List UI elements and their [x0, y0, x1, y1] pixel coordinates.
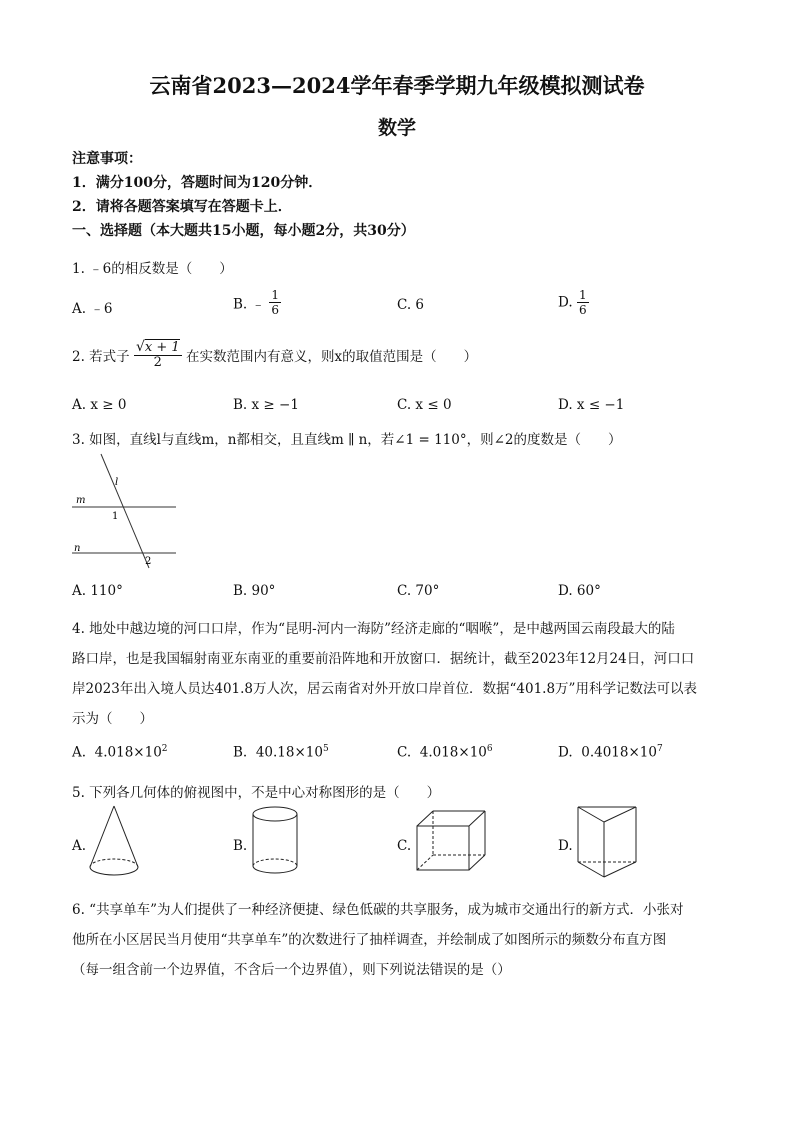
q5-option-b-label: B.	[233, 838, 248, 854]
q1-stem: 1. ﹣6的相反数是（ ）	[72, 261, 233, 277]
label-n: n	[74, 543, 81, 554]
q2-option-b: B. x ≥ −1	[233, 397, 299, 413]
cube-icon	[414, 808, 488, 874]
q1-option-c: C. 6	[397, 297, 425, 313]
q3-option-c: C. 70°	[397, 583, 440, 599]
q4-line-4: 示为（ ）	[72, 711, 153, 727]
q2-option-d: D. x ≤ −1	[558, 397, 625, 413]
q2-option-c: C. x ≤ 0	[397, 397, 452, 413]
q5-option-a-label: A.	[72, 838, 87, 854]
q6-line-1: 6. “共享单车”为人们提供了一种经济便捷、绿色低碳的共享服务，成为城市交通出行的新方式．小张对	[72, 902, 684, 918]
label-angle-1: 1	[112, 511, 119, 522]
q3-stem: 3. 如图，直线l与直线m，n都相交，且直线m ∥ n，若∠1 = 110°，则∠2的度数是（ ）	[72, 432, 622, 448]
note-item-1: 1．满分100分，答题时间为120分钟．	[72, 175, 323, 191]
q5-option-c-label: C.	[397, 838, 412, 854]
q4-option-b: B. $40.18\times 10^5$	[233, 744, 329, 761]
q5-stem: 5. 下列各几何体的俯视图中，不是中心对称图形的是（ ）	[72, 785, 441, 801]
q4-option-d: D. $0.4018\times 10^7$	[558, 744, 663, 761]
subject-title: 数学	[377, 117, 416, 139]
q6-line-2: 他所在小区居民当月使用“共享单车”的次数进行了抽样调查，并绘制成了如图所示的频数分布直方图	[72, 932, 667, 948]
q4-option-a: A. $4.018\times 10^2$	[72, 744, 168, 761]
q4-option-c: C. $4.018\times 10^6$	[397, 744, 493, 761]
q4-line-1: 4. 地处中越边境的河口口岸，作为“昆明-河内一海防”经济走廊的“咽喉”，是中越两国云南段最大的陆	[72, 621, 675, 637]
triangular-prism-icon	[574, 804, 640, 880]
note-item-2: 2．请将各题答案填写在答题卡上．	[72, 199, 292, 215]
line-l	[101, 454, 152, 568]
q3-option-d: D. 60°	[558, 583, 601, 599]
q5-option-d-label: D.	[558, 838, 573, 854]
label-l: l	[115, 477, 119, 488]
q3-option-a: A. 110°	[72, 583, 123, 599]
label-m: m	[76, 495, 86, 506]
q1-option-b: B. ﹣ $\frac{1}{6}$	[233, 288, 279, 317]
q2-option-a: A. x ≥ 0	[72, 397, 127, 413]
q3-option-b: B. 90°	[233, 583, 276, 599]
q6-line-3: （每一组含前一个边界值，不含后一个边界值），则下列说法错误的是（）	[72, 962, 511, 978]
notes-heading: 注意事项：	[72, 151, 142, 167]
q1-option-d: D. $\frac{1}{6}$	[558, 288, 587, 317]
q4-line-3: 岸2023年出入境人员达401.8万人次，居云南省对外开放口岸首位．数据“401.8万”用科学记数法可以表	[72, 681, 697, 697]
section-heading: 一、选择题（本大题共15小题，每小题2分，共30分）	[72, 223, 415, 239]
q2-stem: 2. 若式子 $\frac{√x + 1}{2}$ 在实数范围内有意义，则x的取值范围是（ ）	[72, 339, 478, 370]
q4-line-2: 路口岸，也是我国辐射南亚东南亚的重要前沿阵地和开放窗口．据统计，截至2023年12月24日，河口口	[72, 651, 695, 667]
q3-figure	[70, 452, 180, 570]
cone-icon	[86, 804, 146, 880]
page-title: 云南省2023—2024学年春季学期九年级模拟测试卷	[149, 73, 645, 98]
label-angle-2: 2	[145, 556, 152, 567]
cylinder-icon	[250, 804, 306, 880]
q1-option-a: A. ﹣6	[72, 301, 113, 317]
